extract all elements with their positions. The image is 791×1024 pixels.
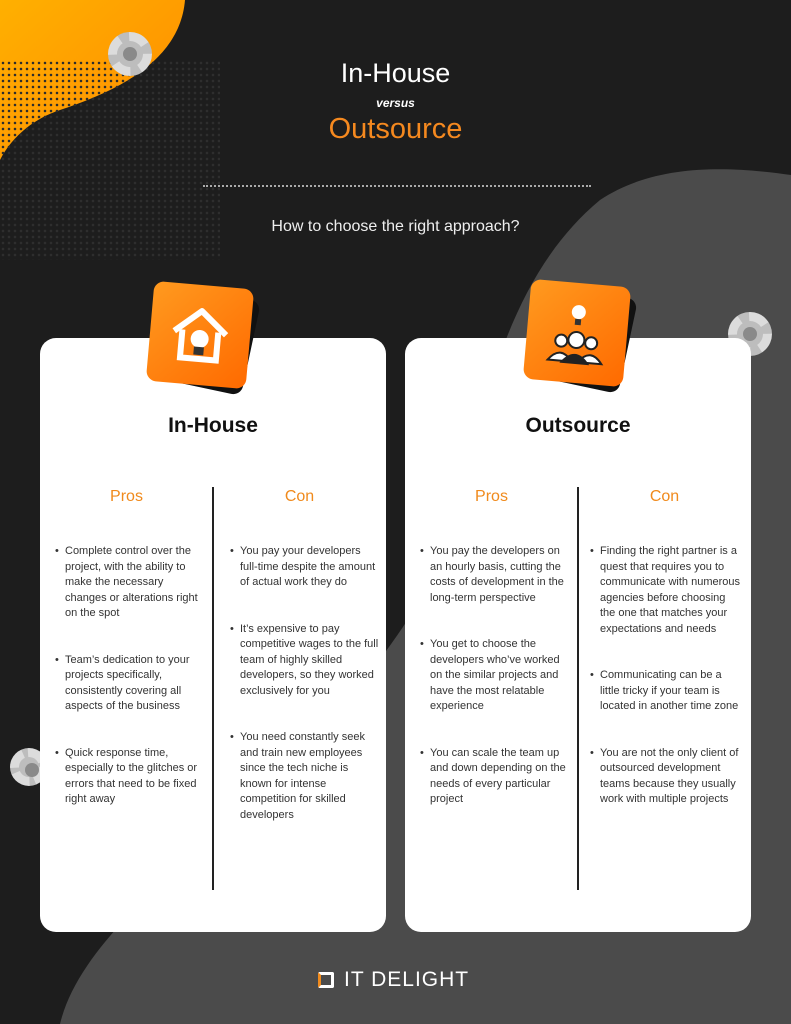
cons-heading: Con <box>649 488 680 505</box>
pros-heading: Pros <box>110 488 143 505</box>
cons-heading: Con <box>284 488 315 505</box>
divider <box>203 185 591 187</box>
list-item: • It’s expensive to pay competitive wages to the full team of highly skilled developers, so they worked exclusively for you <box>230 622 380 700</box>
title-in-house: In-House <box>340 58 451 88</box>
question: How to choose the right approach? <box>271 218 520 235</box>
list-item: • Quick response time, especially to the glitches or errors that need to be fixed right away <box>55 746 205 808</box>
list-item: • You need constantly seek and train new employees since the tech niche is known for intense competition for skilled developers <box>230 730 380 823</box>
column-divider <box>577 487 579 890</box>
team-lightbulb-icon <box>527 283 632 388</box>
outsource-card <box>405 338 751 932</box>
cons-list <box>230 544 380 854</box>
column-divider <box>212 487 214 890</box>
title-outsource: Outsource <box>328 113 463 145</box>
pros-list <box>420 544 570 839</box>
pros-list <box>55 544 205 839</box>
list-item: • You pay the developers on an hourly basis, cutting the costs of development in the long-term perspective <box>420 544 570 606</box>
list-item: • You are not the only client of outsourced development teams because they usually work with multiple projects <box>590 746 740 808</box>
pros-heading: Pros <box>475 488 508 505</box>
list-item: • Finding the right partner is a quest that requires you to communicate with numerous agencies before choosing the one that matches your expectations and needs <box>590 544 740 637</box>
card-title: Outsource <box>525 414 631 437</box>
house-lightbulb-icon <box>150 285 255 390</box>
list-item: • You pay your developers full-time despite the amount of actual work they do <box>230 544 380 591</box>
in-house-card <box>40 338 386 932</box>
it-delight-logo <box>318 968 469 992</box>
card-title: In-House <box>168 414 258 437</box>
list-item: • Complete control over the project, with the ability to make the necessary changes or alterations right on the spot <box>55 544 205 622</box>
list-item: • Team’s dedication to your projects specifically, consistently covering all aspects of the business <box>55 653 205 715</box>
versus-label: versus <box>376 96 415 110</box>
logo-text: IT DELIGHT <box>344 968 470 991</box>
logo-icon <box>318 972 334 988</box>
list-item: • Communicating can be a little tricky if your team is located in another time zone <box>590 668 740 715</box>
list-item: • You can scale the team up and down depending on the needs of every particular project <box>420 746 570 808</box>
list-item: • You get to choose the developers who’ve worked on the similar projects and have the most relatable experience <box>420 637 570 715</box>
cons-list <box>590 544 740 839</box>
